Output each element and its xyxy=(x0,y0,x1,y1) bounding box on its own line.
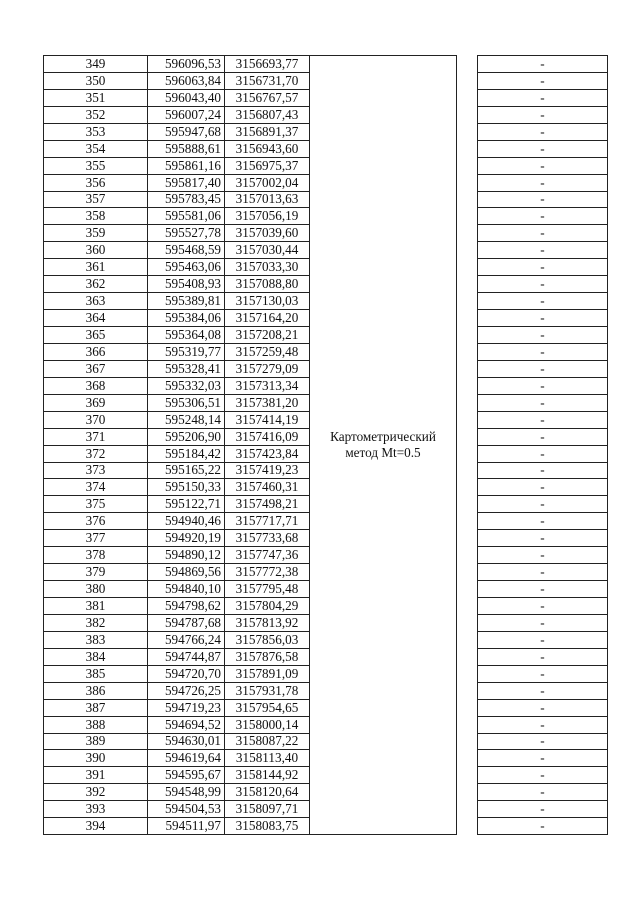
dash-cell: - xyxy=(478,733,608,750)
point-number-cell: 360 xyxy=(44,242,148,259)
x-coordinate-cell: 594630,01 xyxy=(148,733,225,750)
spacer-cell xyxy=(457,225,478,242)
dash-cell: - xyxy=(478,140,608,157)
x-coordinate-cell: 595150,33 xyxy=(148,479,225,496)
spacer-cell xyxy=(457,750,478,767)
spacer-cell xyxy=(457,89,478,106)
spacer-cell xyxy=(457,377,478,394)
point-number-cell: 357 xyxy=(44,191,148,208)
spacer-cell xyxy=(457,445,478,462)
spacer-cell xyxy=(457,72,478,89)
y-coordinate-cell: 3156943,60 xyxy=(225,140,310,157)
dash-cell: - xyxy=(478,276,608,293)
point-number-cell: 371 xyxy=(44,428,148,445)
dash-cell: - xyxy=(478,479,608,496)
y-coordinate-cell: 3157208,21 xyxy=(225,327,310,344)
x-coordinate-cell: 594619,64 xyxy=(148,750,225,767)
dash-cell: - xyxy=(478,818,608,835)
spacer-cell xyxy=(457,614,478,631)
spacer-cell xyxy=(457,276,478,293)
x-coordinate-cell: 595468,59 xyxy=(148,242,225,259)
spacer-cell xyxy=(457,428,478,445)
x-coordinate-cell: 595306,51 xyxy=(148,394,225,411)
y-coordinate-cell: 3157002,04 xyxy=(225,174,310,191)
x-coordinate-cell: 595332,03 xyxy=(148,377,225,394)
x-coordinate-cell: 594787,68 xyxy=(148,614,225,631)
x-coordinate-cell: 594840,10 xyxy=(148,581,225,598)
point-number-cell: 388 xyxy=(44,716,148,733)
spacer-cell xyxy=(457,598,478,615)
dash-cell: - xyxy=(478,648,608,665)
spacer-cell xyxy=(457,327,478,344)
method-cell xyxy=(310,56,457,835)
x-coordinate-cell: 596063,84 xyxy=(148,72,225,89)
spacer-cell xyxy=(457,208,478,225)
y-coordinate-cell: 3156731,70 xyxy=(225,72,310,89)
y-coordinate-cell: 3157747,36 xyxy=(225,547,310,564)
y-coordinate-cell: 3157931,78 xyxy=(225,682,310,699)
point-number-cell: 394 xyxy=(44,818,148,835)
x-coordinate-cell: 594890,12 xyxy=(148,547,225,564)
spacer-cell xyxy=(457,648,478,665)
y-coordinate-cell: 3157813,92 xyxy=(225,614,310,631)
dash-cell: - xyxy=(478,462,608,479)
x-coordinate-cell: 595319,77 xyxy=(148,343,225,360)
point-number-cell: 366 xyxy=(44,343,148,360)
point-number-cell: 379 xyxy=(44,564,148,581)
dash-cell: - xyxy=(478,191,608,208)
y-coordinate-cell: 3156891,37 xyxy=(225,123,310,140)
point-number-cell: 365 xyxy=(44,327,148,344)
dash-cell: - xyxy=(478,631,608,648)
point-number-cell: 372 xyxy=(44,445,148,462)
y-coordinate-cell: 3157030,44 xyxy=(225,242,310,259)
point-number-cell: 364 xyxy=(44,310,148,327)
coordinates-table xyxy=(43,55,608,835)
point-number-cell: 352 xyxy=(44,106,148,123)
spacer-cell xyxy=(457,665,478,682)
y-coordinate-cell: 3157381,20 xyxy=(225,394,310,411)
point-number-cell: 354 xyxy=(44,140,148,157)
spacer-cell xyxy=(457,394,478,411)
x-coordinate-cell: 595817,40 xyxy=(148,174,225,191)
spacer-cell xyxy=(457,682,478,699)
point-number-cell: 367 xyxy=(44,360,148,377)
x-coordinate-cell: 595122,71 xyxy=(148,496,225,513)
dash-cell: - xyxy=(478,242,608,259)
spacer-cell xyxy=(457,733,478,750)
dash-cell: - xyxy=(478,106,608,123)
x-coordinate-cell: 596007,24 xyxy=(148,106,225,123)
y-coordinate-cell: 3157414,19 xyxy=(225,411,310,428)
dash-cell: - xyxy=(478,157,608,174)
y-coordinate-cell: 3157013,63 xyxy=(225,191,310,208)
dash-cell: - xyxy=(478,174,608,191)
point-number-cell: 375 xyxy=(44,496,148,513)
point-number-cell: 381 xyxy=(44,598,148,615)
x-coordinate-cell: 595581,06 xyxy=(148,208,225,225)
spacer-cell xyxy=(457,496,478,513)
spacer-cell xyxy=(457,174,478,191)
x-coordinate-cell: 596096,53 xyxy=(148,56,225,73)
dash-cell: - xyxy=(478,123,608,140)
dash-cell: - xyxy=(478,614,608,631)
table-row xyxy=(44,56,608,73)
x-coordinate-cell: 595364,08 xyxy=(148,327,225,344)
x-coordinate-cell: 594869,56 xyxy=(148,564,225,581)
x-coordinate-cell: 595384,06 xyxy=(148,310,225,327)
dash-cell: - xyxy=(478,259,608,276)
spacer-cell xyxy=(457,191,478,208)
dash-cell: - xyxy=(478,598,608,615)
dash-cell: - xyxy=(478,428,608,445)
spacer-cell xyxy=(457,564,478,581)
point-number-cell: 368 xyxy=(44,377,148,394)
x-coordinate-cell: 594504,53 xyxy=(148,801,225,818)
spacer-cell xyxy=(457,581,478,598)
spacer-cell xyxy=(457,530,478,547)
x-coordinate-cell: 595947,68 xyxy=(148,123,225,140)
y-coordinate-cell: 3157279,09 xyxy=(225,360,310,377)
spacer-cell xyxy=(457,293,478,310)
x-coordinate-cell: 595184,42 xyxy=(148,445,225,462)
dash-cell: - xyxy=(478,360,608,377)
dash-cell: - xyxy=(478,343,608,360)
point-number-cell: 384 xyxy=(44,648,148,665)
point-number-cell: 361 xyxy=(44,259,148,276)
x-coordinate-cell: 595783,45 xyxy=(148,191,225,208)
y-coordinate-cell: 3157954,65 xyxy=(225,699,310,716)
x-coordinate-cell: 594595,67 xyxy=(148,767,225,784)
dash-cell: - xyxy=(478,411,608,428)
y-coordinate-cell: 3157460,31 xyxy=(225,479,310,496)
x-coordinate-cell: 594511,97 xyxy=(148,818,225,835)
x-coordinate-cell: 595463,06 xyxy=(148,259,225,276)
x-coordinate-cell: 595165,22 xyxy=(148,462,225,479)
y-coordinate-cell: 3158083,75 xyxy=(225,818,310,835)
point-number-cell: 370 xyxy=(44,411,148,428)
point-number-cell: 382 xyxy=(44,614,148,631)
spacer-cell xyxy=(457,767,478,784)
dash-cell: - xyxy=(478,394,608,411)
point-number-cell: 389 xyxy=(44,733,148,750)
spacer-cell xyxy=(457,411,478,428)
point-number-cell: 386 xyxy=(44,682,148,699)
point-number-cell: 359 xyxy=(44,225,148,242)
dash-cell: - xyxy=(478,767,608,784)
dash-cell: - xyxy=(478,665,608,682)
dash-cell: - xyxy=(478,682,608,699)
x-coordinate-cell: 594920,19 xyxy=(148,530,225,547)
point-number-cell: 391 xyxy=(44,767,148,784)
spacer-cell xyxy=(457,631,478,648)
x-coordinate-cell: 595206,90 xyxy=(148,428,225,445)
y-coordinate-cell: 3158087,22 xyxy=(225,733,310,750)
dash-cell: - xyxy=(478,327,608,344)
x-coordinate-cell: 594548,99 xyxy=(148,784,225,801)
point-number-cell: 351 xyxy=(44,89,148,106)
point-number-cell: 353 xyxy=(44,123,148,140)
y-coordinate-cell: 3157804,29 xyxy=(225,598,310,615)
x-coordinate-cell: 595527,78 xyxy=(148,225,225,242)
x-coordinate-cell: 594744,87 xyxy=(148,648,225,665)
point-number-cell: 349 xyxy=(44,56,148,73)
point-number-cell: 385 xyxy=(44,665,148,682)
dash-cell: - xyxy=(478,377,608,394)
spacer-cell xyxy=(457,242,478,259)
y-coordinate-cell: 3157259,48 xyxy=(225,343,310,360)
point-number-cell: 363 xyxy=(44,293,148,310)
dash-cell: - xyxy=(478,293,608,310)
y-coordinate-cell: 3158097,71 xyxy=(225,801,310,818)
dash-cell: - xyxy=(478,581,608,598)
spacer-cell xyxy=(457,106,478,123)
y-coordinate-cell: 3158120,64 xyxy=(225,784,310,801)
spacer-cell xyxy=(457,259,478,276)
x-coordinate-cell: 595861,16 xyxy=(148,157,225,174)
spacer-cell xyxy=(457,784,478,801)
point-number-cell: 387 xyxy=(44,699,148,716)
point-number-cell: 392 xyxy=(44,784,148,801)
x-coordinate-cell: 594720,70 xyxy=(148,665,225,682)
y-coordinate-cell: 3156767,57 xyxy=(225,89,310,106)
y-coordinate-cell: 3157419,23 xyxy=(225,462,310,479)
y-coordinate-cell: 3156807,43 xyxy=(225,106,310,123)
y-coordinate-cell: 3157717,71 xyxy=(225,513,310,530)
coordinates-table-body xyxy=(44,56,608,835)
x-coordinate-cell: 594798,62 xyxy=(148,598,225,615)
y-coordinate-cell: 3157033,30 xyxy=(225,259,310,276)
spacer-cell xyxy=(457,123,478,140)
y-coordinate-cell: 3157856,03 xyxy=(225,631,310,648)
spacer-cell xyxy=(457,310,478,327)
y-coordinate-cell: 3157039,60 xyxy=(225,225,310,242)
y-coordinate-cell: 3157772,38 xyxy=(225,564,310,581)
y-coordinate-cell: 3158144,92 xyxy=(225,767,310,784)
point-number-cell: 383 xyxy=(44,631,148,648)
dash-cell: - xyxy=(478,784,608,801)
x-coordinate-cell: 595328,41 xyxy=(148,360,225,377)
dash-cell: - xyxy=(478,72,608,89)
x-coordinate-cell: 595389,81 xyxy=(148,293,225,310)
dash-cell: - xyxy=(478,310,608,327)
y-coordinate-cell: 3157088,80 xyxy=(225,276,310,293)
point-number-cell: 358 xyxy=(44,208,148,225)
spacer-cell xyxy=(457,479,478,496)
spacer-cell xyxy=(457,462,478,479)
spacer-cell xyxy=(457,716,478,733)
y-coordinate-cell: 3156693,77 xyxy=(225,56,310,73)
spacer-cell xyxy=(457,801,478,818)
dash-cell: - xyxy=(478,750,608,767)
y-coordinate-cell: 3157423,84 xyxy=(225,445,310,462)
spacer-cell xyxy=(457,699,478,716)
point-number-cell: 390 xyxy=(44,750,148,767)
y-coordinate-cell: 3157164,20 xyxy=(225,310,310,327)
y-coordinate-cell: 3157313,34 xyxy=(225,377,310,394)
point-number-cell: 369 xyxy=(44,394,148,411)
dash-cell: - xyxy=(478,496,608,513)
x-coordinate-cell: 595408,93 xyxy=(148,276,225,293)
x-coordinate-cell: 595888,61 xyxy=(148,140,225,157)
x-coordinate-cell: 596043,40 xyxy=(148,89,225,106)
point-number-cell: 393 xyxy=(44,801,148,818)
spacer-cell xyxy=(457,140,478,157)
dash-cell: - xyxy=(478,699,608,716)
point-number-cell: 355 xyxy=(44,157,148,174)
dash-cell: - xyxy=(478,513,608,530)
spacer-cell xyxy=(457,157,478,174)
method-accuracy: метод Mt=0.5 xyxy=(345,445,421,461)
point-number-cell: 380 xyxy=(44,581,148,598)
y-coordinate-cell: 3157876,58 xyxy=(225,648,310,665)
dash-cell: - xyxy=(478,89,608,106)
dash-cell: - xyxy=(478,716,608,733)
method-name: Картометрический xyxy=(330,429,436,445)
point-number-cell: 377 xyxy=(44,530,148,547)
point-number-cell: 376 xyxy=(44,513,148,530)
dash-cell: - xyxy=(478,56,608,73)
point-number-cell: 362 xyxy=(44,276,148,293)
x-coordinate-cell: 594940,46 xyxy=(148,513,225,530)
x-coordinate-cell: 594766,24 xyxy=(148,631,225,648)
y-coordinate-cell: 3157498,21 xyxy=(225,496,310,513)
dash-cell: - xyxy=(478,547,608,564)
dash-cell: - xyxy=(478,225,608,242)
dash-cell: - xyxy=(478,530,608,547)
spacer-cell xyxy=(457,547,478,564)
y-coordinate-cell: 3156975,37 xyxy=(225,157,310,174)
x-coordinate-cell: 595248,14 xyxy=(148,411,225,428)
spacer-cell xyxy=(457,343,478,360)
y-coordinate-cell: 3157795,48 xyxy=(225,581,310,598)
point-number-cell: 374 xyxy=(44,479,148,496)
x-coordinate-cell: 594694,52 xyxy=(148,716,225,733)
dash-cell: - xyxy=(478,208,608,225)
point-number-cell: 356 xyxy=(44,174,148,191)
dash-cell: - xyxy=(478,564,608,581)
dash-cell: - xyxy=(478,445,608,462)
x-coordinate-cell: 594719,23 xyxy=(148,699,225,716)
y-coordinate-cell: 3157130,03 xyxy=(225,293,310,310)
y-coordinate-cell: 3157056,19 xyxy=(225,208,310,225)
spacer-cell xyxy=(457,513,478,530)
y-coordinate-cell: 3157416,09 xyxy=(225,428,310,445)
y-coordinate-cell: 3158113,40 xyxy=(225,750,310,767)
dash-cell: - xyxy=(478,801,608,818)
spacer-cell xyxy=(457,818,478,835)
point-number-cell: 350 xyxy=(44,72,148,89)
spacer-cell xyxy=(457,360,478,377)
y-coordinate-cell: 3157891,09 xyxy=(225,665,310,682)
spacer-cell xyxy=(457,56,478,73)
y-coordinate-cell: 3158000,14 xyxy=(225,716,310,733)
point-number-cell: 373 xyxy=(44,462,148,479)
y-coordinate-cell: 3157733,68 xyxy=(225,530,310,547)
x-coordinate-cell: 594726,25 xyxy=(148,682,225,699)
point-number-cell: 378 xyxy=(44,547,148,564)
